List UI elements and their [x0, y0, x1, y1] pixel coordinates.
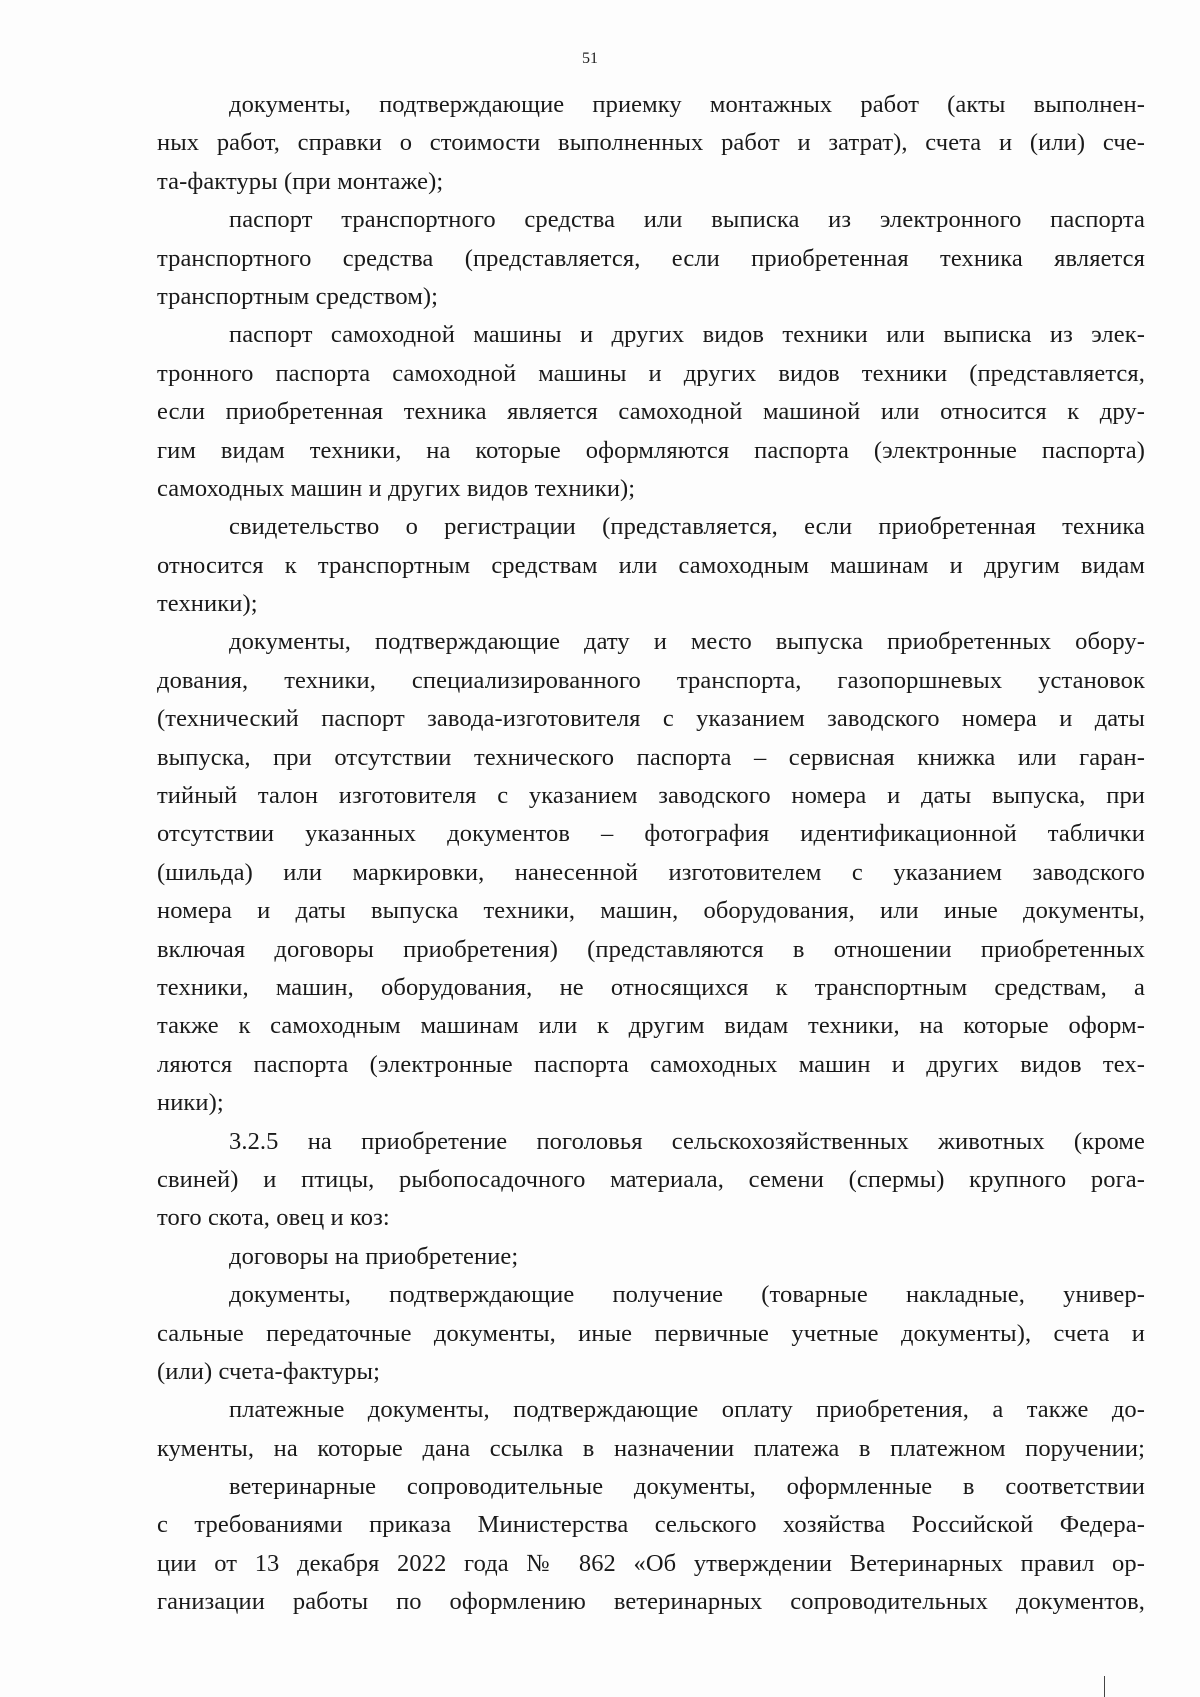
scan-artifact [1104, 1676, 1105, 1697]
text-line: гим видам техники, на которые оформляются паспорта (электронные паспорта) [157, 436, 1145, 464]
text-line: техники, машин, оборудования, не относящихся к транспортным средствам, а [157, 973, 1145, 1001]
text-line: того скота, овец и коз: [157, 1204, 390, 1232]
text-line: также к самоходным машинам или к другим видам техники, на которые оформ- [157, 1012, 1145, 1040]
text-line: свидетельство о регистрации (представляется, если приобретенная техника [229, 513, 1145, 541]
text-line: ветеринарные сопроводительные документы, оформленные в соответствии [229, 1473, 1145, 1501]
text-line: ции от 13 декабря 2022 года № 862 «Об утверждении Ветеринарных правил ор- [157, 1549, 1145, 1577]
text-line: паспорт транспортного средства или выписка из электронного паспорта [229, 206, 1145, 234]
text-line: тийный талон изготовителя с указанием заводского номера и даты выпуска, при [157, 782, 1145, 810]
text-line: свиней) и птицы, рыбопосадочного материала, семени (спермы) крупного рога- [157, 1165, 1145, 1193]
text-line: дования, техники, специализированного транспорта, газопоршневых установок [157, 666, 1145, 694]
text-line: тронного паспорта самоходной машины и других видов техники (представляется, [157, 359, 1145, 387]
text-line: ганизации работы по оформлению ветеринарных сопроводительных документов, [157, 1588, 1145, 1616]
text-line: выпуска, при отсутствии технического паспорта – сервисная книжка или гаран- [157, 743, 1145, 771]
text-line: самоходных машин и других видов техники); [157, 474, 636, 502]
text-line: включая договоры приобретения) (представляются в отношении приобретенных [157, 935, 1145, 963]
text-line: если приобретенная техника является самоходной машиной или относится к дру- [157, 398, 1145, 426]
text-line: техники); [157, 590, 258, 618]
text-line: ляются паспорта (электронные паспорта самоходных машин и других видов тех- [157, 1050, 1145, 1078]
text-line: с требованиями приказа Министерства сельского хозяйства Российской Федера- [157, 1511, 1145, 1539]
text-line: (технический паспорт завода-изготовителя с указанием заводского номера и даты [157, 705, 1145, 733]
page-number: 51 [582, 50, 598, 67]
text-line: 3.2.5 на приобретение поголовья сельскохозяйственных животных (кроме [229, 1127, 1145, 1155]
text-line: договоры на приобретение; [229, 1242, 519, 1270]
text-line: сальные передаточные документы, иные первичные учетные документы), счета и [157, 1319, 1145, 1347]
text-line: (шильда) или маркировки, нанесенной изготовителем с указанием заводского [157, 858, 1145, 886]
text-line: относится к транспортным средствам или самоходным машинам и другим видам [157, 551, 1145, 579]
text-line: (или) счета-фактуры; [157, 1357, 380, 1385]
text-line: кументы, на которые дана ссылка в назначении платежа в платежном поручении; [157, 1434, 1145, 1462]
document-body [157, 86, 1145, 1622]
text-line: отсутствии указанных документов – фотография идентификационной таблички [157, 820, 1145, 848]
text-line: документы, подтверждающие приемку монтажных работ (акты выполнен- [229, 91, 1145, 118]
text-line: документы, подтверждающие дату и место выпуска приобретенных обору- [229, 628, 1145, 656]
text-line: номера и даты выпуска техники, машин, оборудования, или иные документы, [157, 897, 1145, 925]
text-line: документы, подтверждающие получение (товарные накладные, универ- [229, 1281, 1145, 1309]
text-line: паспорт самоходной машины и других видов техники или выписка из элек- [229, 321, 1145, 349]
text-line: ных работ, справки о стоимости выполненных работ и затрат), счета и (или) сче- [157, 129, 1145, 157]
text-line: транспортным средством); [157, 282, 439, 310]
text-line: транспортного средства (представляется, если приобретенная техника является [157, 244, 1145, 272]
text-line: та-фактуры (при монтаже); [157, 167, 444, 195]
text-line: платежные документы, подтверждающие оплату приобретения, а также до- [229, 1396, 1145, 1424]
text-line: ники); [157, 1089, 224, 1117]
